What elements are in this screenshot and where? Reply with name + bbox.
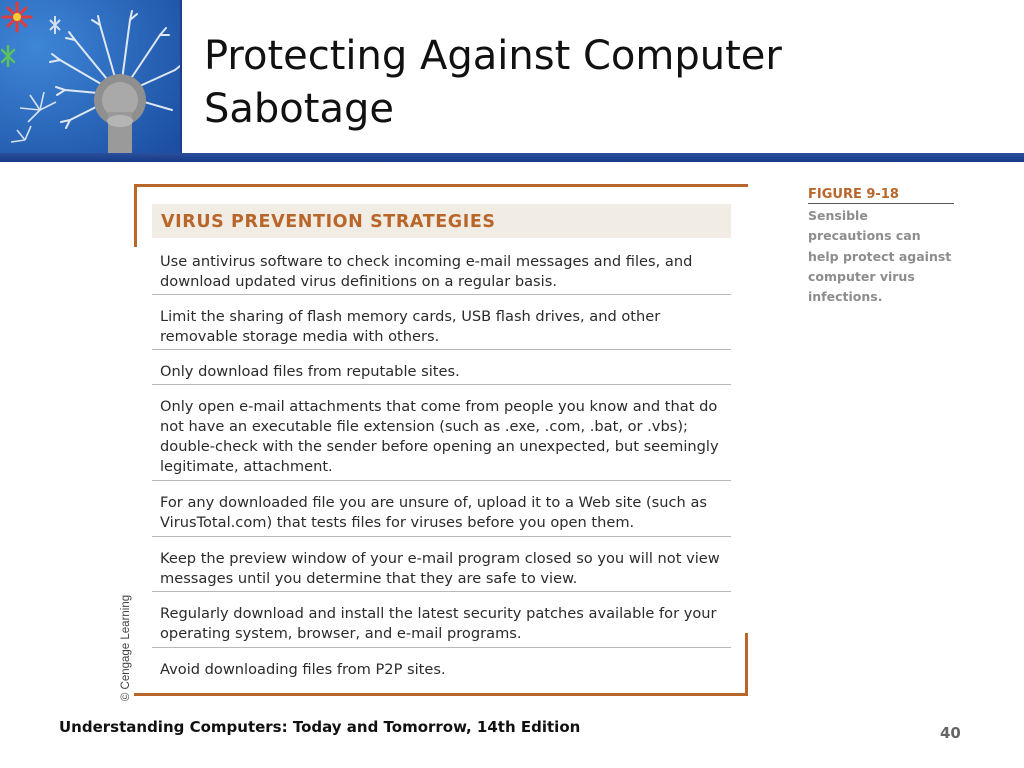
- dandelion-illustration: [0, 0, 180, 155]
- strategy-text: Avoid downloading files from P2P sites.: [160, 661, 446, 678]
- frame-right-bottom-border: [745, 633, 748, 696]
- strategy-text: Only open e-mail attachments that come from people you know and that do not have an executable file extension (such as .exe, .com, .bat, or .vbs); double-check with the sender before opening an unexpected, but seemingly legitimate, attachment.: [160, 398, 719, 475]
- footer-book-title: Understanding Computers: Today and Tomorrow, 14th Edition: [59, 718, 581, 736]
- strategy-item: [152, 295, 731, 350]
- strategy-text: Regularly download and install the latest security patches available for your operating system, browser, and e-mail programs.: [160, 605, 717, 642]
- strategy-text: For any downloaded file you are unsure of, upload it to a Web site (such as VirusTotal.com) that tests files for viruses before you open them.: [160, 494, 707, 531]
- frame-bottom-border: [134, 693, 748, 696]
- strategy-text: Limit the sharing of flash memory cards, USB flash drives, and other removable storage media with others.: [160, 308, 661, 345]
- strategy-item: [152, 350, 731, 385]
- caption-text: Sensible precautions can help protect against computer virus infections.: [808, 208, 952, 305]
- strategy-text: Keep the preview window of your e-mail program closed so you will not view messages until you determine that they are safe to view.: [160, 550, 720, 587]
- slide-title: Protecting Against Computer Sabotage: [204, 33, 782, 132]
- copyright-notice: © Cengage Learning: [120, 594, 132, 702]
- figure-label: FIGURE 9-18: [808, 187, 954, 204]
- strategy-item: [152, 481, 731, 537]
- frame-top-border: [134, 184, 748, 187]
- strategy-item: [152, 385, 731, 481]
- page-number: 40: [940, 724, 961, 742]
- figure-heading: VIRUS PREVENTION STRATEGIES: [161, 212, 496, 232]
- strategy-item: [152, 537, 731, 592]
- title-bar: [0, 153, 1024, 162]
- strategy-item: [152, 592, 731, 648]
- figure-caption: [808, 187, 958, 307]
- strategy-text: Only download files from reputable sites.: [160, 363, 460, 380]
- strategy-item: [152, 240, 731, 295]
- figure-heading-bar: [152, 204, 731, 238]
- strategy-item: [152, 648, 731, 688]
- strategy-text: Use antivirus software to check incoming e-mail messages and files, and download updated virus definitions on a regular basis.: [160, 253, 693, 290]
- frame-left-top-border: [134, 184, 137, 247]
- header-divider: [180, 0, 182, 155]
